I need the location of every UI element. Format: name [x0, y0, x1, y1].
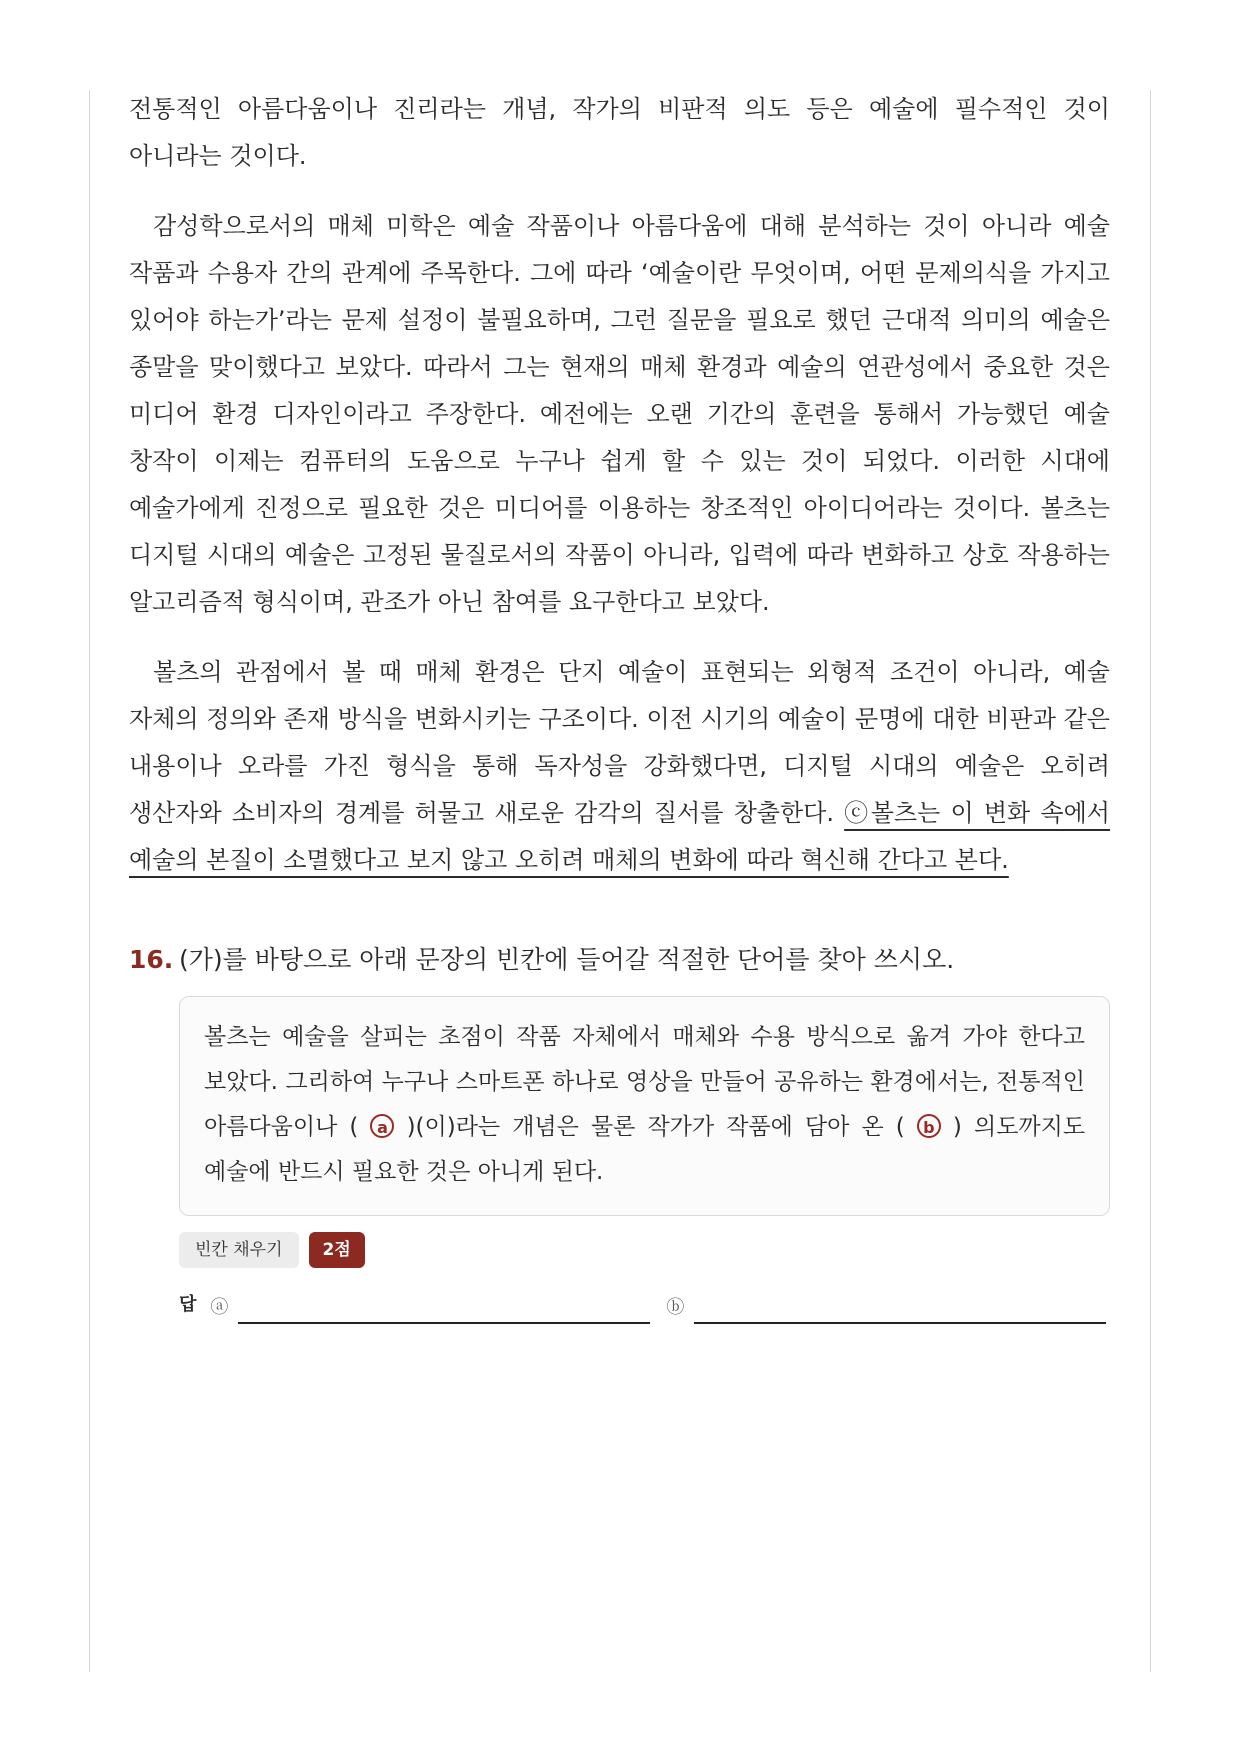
- blank-a-marker: a: [370, 1114, 394, 1138]
- document-body: [129, 86, 1110, 1332]
- question-number: 16.: [129, 945, 174, 974]
- paragraph-3-text: 볼츠의 관점에서 볼 때 매체 환경은 단지 예술이 표현되는 외형적 조건이 아니라, 예술 자체의 정의와 존재 방식을 변화시키는 구조이다. 이전 시기의 예술이 문명에 대한 비판과 같은 내용이나 오라를 가진 형식을 통해 독자성을 강화했다면, 디지털 시대의 예술은 오히려 생산자와 소비자의 경계를 허물고 새로운 감각의 질서를 창출한다.: [129, 658, 1110, 827]
- question-prompt: (가)를 바탕으로 아래 문장의 빈칸에 들어갈 적절한 단어를 찾아 쓰시오.: [179, 945, 955, 974]
- paragraph-2: 감성학으로서의 매체 미학은 예술 작품이나 아름다움에 대해 분석하는 것이 아니라 예술 작품과 수용자 간의 관계에 주목한다. 그에 따라 ‘예술이란 무엇이며, 어떤 문제의식을 가지고 있어야 하는가’라는 문제 설정이 불필요하며, 그런 질문을 필요로 했던 근대적 의미의 예술은 종말을 맞이했다고 보았다. 따라서 그는 현재의 매체 환경과 예술의 연관성에서 중요한 것은 미디어 환경 디자인이라고 주장한다. 예전에는 오랜 기간의 훈련을 통해서 가능했던 예술 창작이 이제는 컴퓨터의 도움으로 누구나 쉽게 할 수 있는 것이 되었다. 이러한 시대에 예술가에게 진정으로 필요한 것은 미디어를 이용하는 창조적인 아이디어라는 것이다. 볼츠는 디지털 시대의 예술은 고정된 물질로서의 작품이 아니라, 입력에 따라 변화하고 상호 작용하는 알고리즘적 형식이며, 관조가 아닌 참여를 요구한다고 보았다.: [129, 212, 1110, 616]
- points-badge: 2점: [309, 1232, 365, 1268]
- paragraph-1: 전통적인 아름다움이나 진리라는 개념, 작가의 비판적 의도 등은 예술에 필수적인 것이 아니라는 것이다.: [129, 95, 1110, 170]
- page-left-rule: [89, 90, 90, 1672]
- answer-blank-a[interactable]: [238, 1322, 650, 1324]
- page-right-rule: [1150, 90, 1151, 1672]
- question-tags: [179, 1232, 1110, 1268]
- context-sentence: [204, 1015, 1085, 1195]
- paragraph-3: [129, 649, 1110, 884]
- context-part-1: 볼츠는 예술을 살피는 초점이 작품 자체에서 매체와 수용 방식으로 옮겨 가야 한다고 보았다. 그리하여 누구나 스마트폰 하나로 영상을 만들어 공유하는 환경에서는, 전통적인 아름다움이나 (: [204, 1024, 1085, 1140]
- blank-b-marker: b: [917, 1114, 941, 1138]
- answer-label: 답: [179, 1294, 197, 1315]
- question-context-box: [179, 996, 1110, 1216]
- answer-mark-b: ⓑ: [666, 1297, 685, 1318]
- question-16: [129, 940, 1110, 976]
- context-part-3: ) 의도까지도 예술에 반드시 필요한 것은 아니게 된다.: [204, 1114, 1086, 1185]
- question-type-badge: 빈칸 채우기: [179, 1232, 299, 1268]
- underlined-sentence-c: ⓒ볼츠는 이 변화 속에서 예술의 본질이 소멸했다고 보지 않고 오히려 매체의 변화에 따라 혁신해 간다고 본다.: [129, 799, 1110, 874]
- context-part-2: )(이)라는 개념은 물론 작가가 작품에 담아 온 (: [406, 1114, 905, 1140]
- answer-row: [179, 1290, 1110, 1332]
- answer-blank-b[interactable]: [694, 1322, 1106, 1324]
- answer-mark-a: ⓐ: [210, 1297, 229, 1318]
